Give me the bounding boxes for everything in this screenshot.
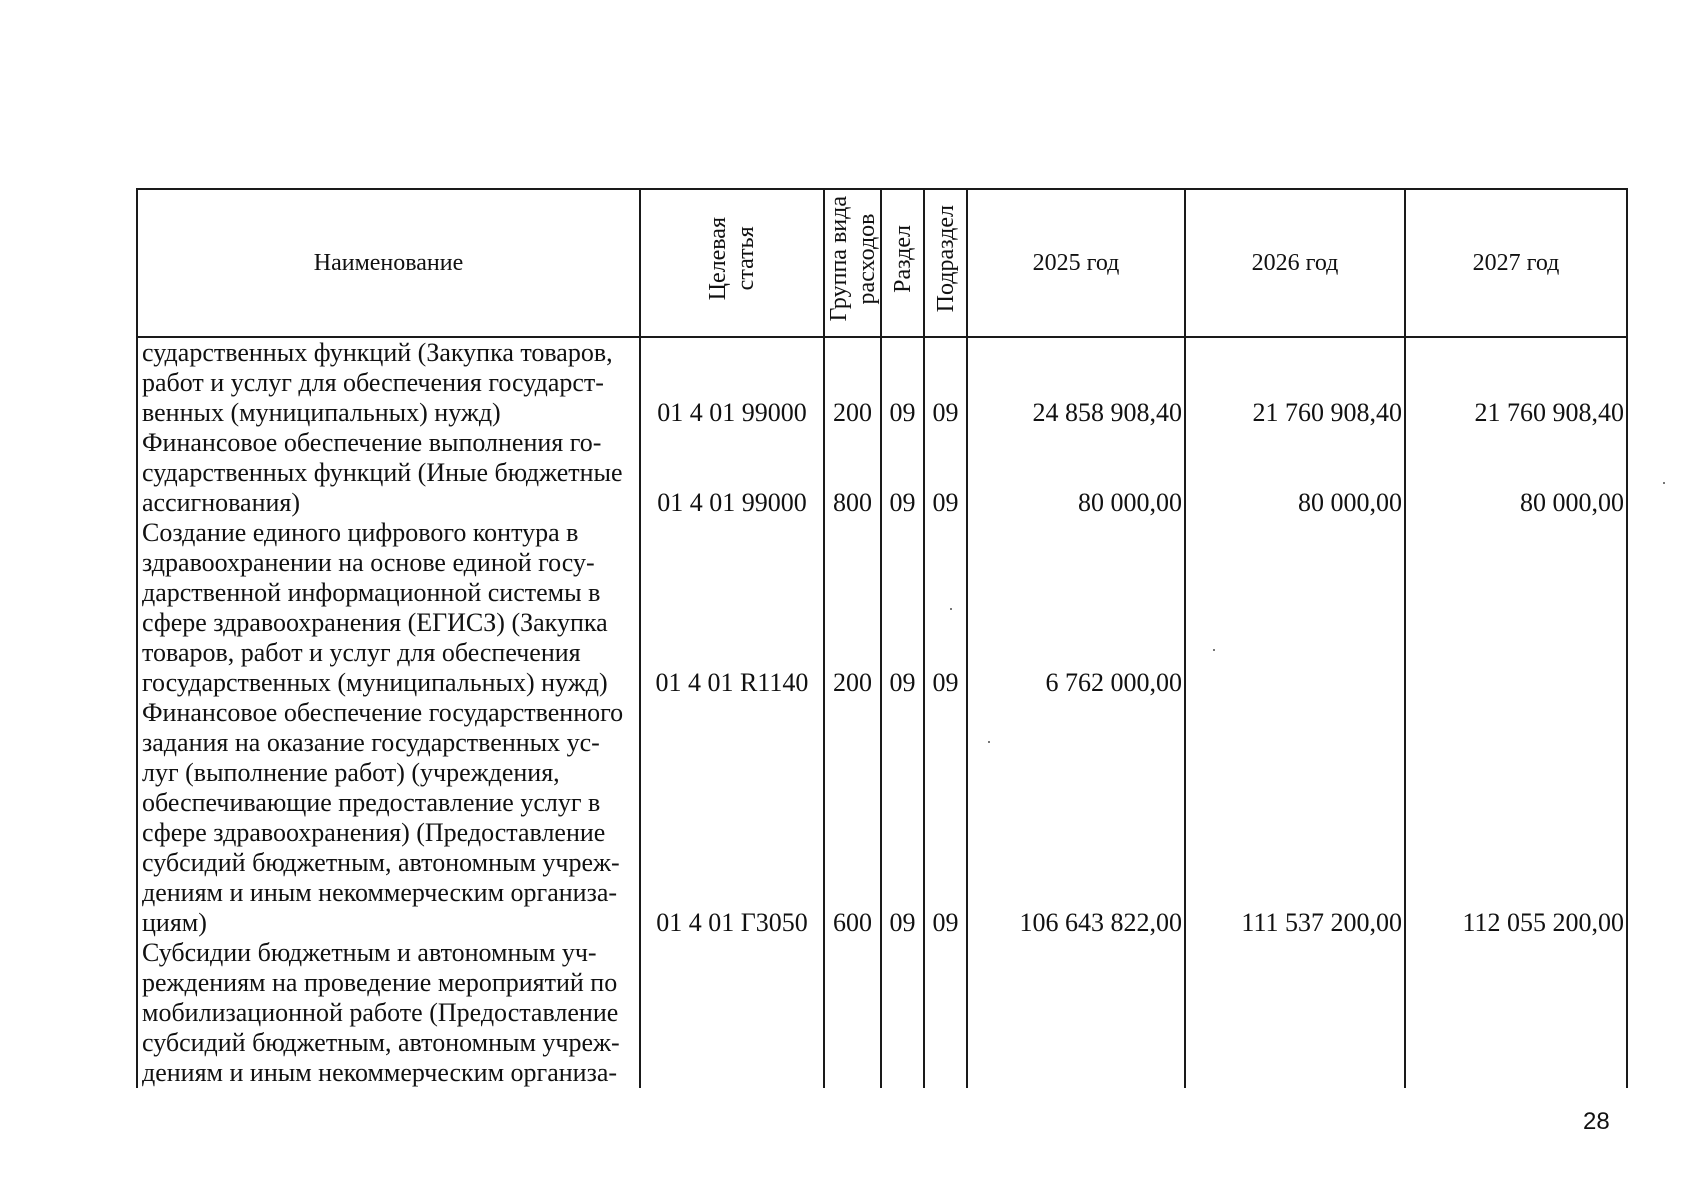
cell-section: 09 [881, 337, 924, 428]
table-row [137, 518, 1627, 698]
cell-group: 800 [824, 428, 881, 518]
header-2027 [1405, 189, 1627, 337]
row-name-line: реждениям на проведение мероприятий по [142, 968, 618, 997]
cell-section: 09 [881, 518, 924, 698]
cell-group: 200 [824, 518, 881, 698]
scan-speck [1663, 482, 1665, 484]
table-row [137, 698, 1627, 938]
cell-group: 200 [824, 337, 881, 428]
header-2025-label: 2025 год [1032, 250, 1120, 276]
cell-y2027: 80 000,00 [1405, 428, 1627, 518]
row-name-line: государственных (муниципальных) нужд) [142, 668, 608, 697]
row-name-line: дарственной информационной системы в [142, 578, 601, 607]
cell-y2026: 111 537 200,00 [1185, 698, 1405, 938]
cell-target: 01 4 01 R1140 [640, 518, 824, 698]
table-header-row [137, 189, 1627, 337]
cell-subsection [924, 938, 967, 1088]
cell-y2027 [1405, 518, 1627, 698]
row-name-line: дениям и иным некоммерческим организа- [142, 878, 618, 907]
row-name-line: субсидий бюджетным, автономным учреж- [142, 848, 620, 877]
header-name-label: Наименование [313, 250, 464, 276]
cell-group [824, 938, 881, 1088]
cell-target: 01 4 01 Г3050 [640, 698, 824, 938]
row-name-line: задания на оказание государственных ус- [142, 728, 600, 757]
row-name-line: сфере здравоохранения) (Предоставление [142, 818, 606, 847]
row-name-line: Субсидии бюджетным и автономным уч- [142, 938, 597, 967]
header-target-label: Целевая статья [705, 217, 759, 301]
row-name-line: сударственных функций (Закупка товаров, [142, 338, 613, 367]
cell-y2025: 6 762 000,00 [967, 518, 1185, 698]
row-name-line: мобилизационной работе (Предоставление [142, 998, 619, 1027]
cell-target [640, 938, 824, 1088]
cell-y2026: 80 000,00 [1185, 428, 1405, 518]
cell-y2026 [1185, 518, 1405, 698]
header-2027-label: 2027 год [1472, 250, 1560, 276]
row-name-line: ассигнования) [142, 488, 301, 517]
budget-table [136, 188, 1628, 1088]
cell-group: 600 [824, 698, 881, 938]
row-name [137, 698, 640, 938]
header-2026-label: 2026 год [1251, 250, 1339, 276]
cell-section: 09 [881, 428, 924, 518]
header-subsection [924, 189, 967, 337]
scan-speck [1213, 649, 1215, 651]
scan-speck [950, 608, 952, 610]
row-name-line: луг (выполнение работ) (учреждения, [142, 758, 560, 787]
cell-y2025: 80 000,00 [967, 428, 1185, 518]
table-row [137, 337, 1627, 428]
header-section [881, 189, 924, 337]
cell-y2027: 112 055 200,00 [1405, 698, 1627, 938]
cell-y2025: 106 643 822,00 [967, 698, 1185, 938]
row-name-line: Финансовое обеспечение государственного [142, 698, 624, 727]
row-name-line: дениям и иным некоммерческим организа- [142, 1058, 618, 1087]
header-group [824, 189, 881, 337]
row-name-line: товаров, работ и услуг для обеспечения [142, 638, 581, 667]
header-subsection-label: Подраздел [932, 205, 959, 313]
cell-subsection: 09 [924, 337, 967, 428]
table-row [137, 938, 1627, 1088]
row-name-line: венных (муниципальных) нужд) [142, 398, 501, 427]
row-name-line: работ и услуг для обеспечения государст- [142, 368, 604, 397]
row-name-line: Финансовое обеспечение выполнения го- [142, 428, 602, 457]
cell-y2027: 21 760 908,40 [1405, 337, 1627, 428]
cell-subsection: 09 [924, 518, 967, 698]
row-name [137, 938, 640, 1088]
row-name [137, 518, 640, 698]
scan-speck [988, 741, 990, 743]
table-body [137, 337, 1627, 1088]
cell-y2026 [1185, 938, 1405, 1088]
row-name-line: сфере здравоохранения (ЕГИСЗ) (Закупка [142, 608, 608, 637]
cell-y2025 [967, 938, 1185, 1088]
header-section-label: Раздел [889, 225, 916, 293]
row-name-line: циям) [142, 908, 207, 937]
header-target [640, 189, 824, 337]
cell-section: 09 [881, 698, 924, 938]
cell-y2025: 24 858 908,40 [967, 337, 1185, 428]
cell-target: 01 4 01 99000 [640, 337, 824, 428]
cell-subsection: 09 [924, 428, 967, 518]
row-name [137, 337, 640, 428]
cell-y2026: 21 760 908,40 [1185, 337, 1405, 428]
table-row [137, 428, 1627, 518]
row-name-line: сударственных функций (Иные бюджетные [142, 458, 623, 487]
header-group-label: Группа вида расходов [826, 196, 880, 322]
row-name-line: обеспечивающие предоставление услуг в [142, 788, 601, 817]
cell-subsection: 09 [924, 698, 967, 938]
row-name-line: здравоохранении на основе единой госу- [142, 548, 595, 577]
header-2026 [1185, 189, 1405, 337]
page-number: 28 [1583, 1108, 1610, 1135]
header-name [137, 189, 640, 337]
cell-section [881, 938, 924, 1088]
row-name-line: субсидий бюджетным, автономным учреж- [142, 1028, 620, 1057]
cell-target: 01 4 01 99000 [640, 428, 824, 518]
cell-y2027 [1405, 938, 1627, 1088]
row-name [137, 428, 640, 518]
header-2025 [967, 189, 1185, 337]
row-name-line: Создание единого цифрового контура в [142, 518, 579, 547]
